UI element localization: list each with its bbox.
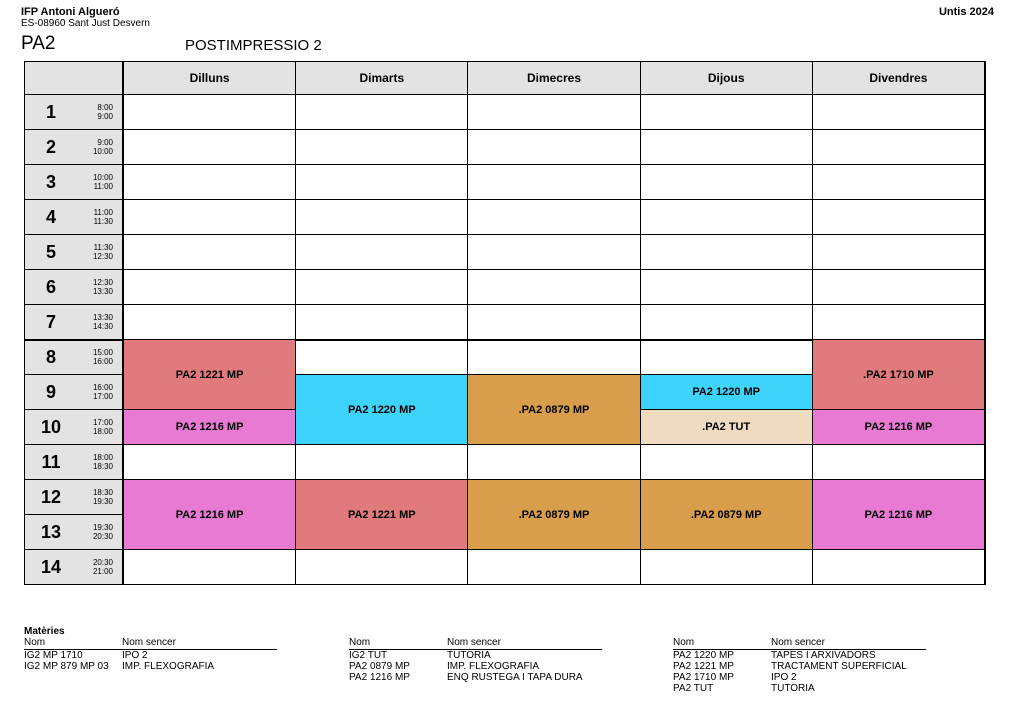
period-start-time: 9:00: [97, 138, 113, 147]
lesson-block[interactable]: PA2 1220 MP: [641, 375, 813, 410]
period-end-time: 20:30: [92, 532, 113, 541]
empty-slot: [468, 445, 640, 480]
legend-row: [24, 661, 277, 672]
timetable-grid: [24, 61, 986, 585]
period-number: 12: [40, 486, 62, 507]
lesson-block[interactable]: .PA2 TUT: [641, 410, 813, 445]
period-end-time: 11:30: [93, 217, 113, 226]
legend-subject-code: PA2 1221 MP: [673, 661, 734, 672]
period-number: 1: [45, 101, 56, 122]
period-start-time: 17:00: [92, 418, 113, 427]
legend-block: [673, 637, 926, 694]
legend-subject-name: IPO 2: [122, 650, 148, 661]
period-time: [83, 243, 113, 261]
legend-row: [673, 683, 926, 694]
legend-row: [673, 661, 926, 672]
legend-subject-code: PA2 1220 MP: [673, 650, 734, 661]
period-end-time: 17:00: [92, 392, 113, 401]
period-end-time: 12:30: [92, 252, 113, 261]
period-cell: [25, 515, 124, 550]
legend-header: [349, 637, 602, 650]
period-number: 6: [45, 276, 56, 297]
empty-slot: [468, 200, 640, 235]
empty-slot: [296, 305, 468, 340]
period-number: 11: [41, 451, 61, 472]
legend-subject-name: TAPES I ARXIVADORS: [771, 650, 876, 661]
period-cell: [25, 165, 124, 200]
period-time: [83, 558, 113, 576]
period-time: [83, 138, 113, 156]
empty-slot: [813, 550, 985, 585]
lesson-block[interactable]: PA2 1221 MP: [124, 340, 296, 410]
period-time: [83, 383, 113, 401]
period-time: [83, 208, 113, 226]
empty-slot: [813, 165, 985, 200]
period-start-time: 16:00: [92, 383, 113, 392]
period-start-time: 10:00: [92, 173, 113, 182]
legend-col-nom-sencer: Nom sencer: [122, 637, 176, 648]
period-cell: [25, 410, 124, 445]
period-end-time: 19:30: [92, 497, 113, 506]
period-time: [83, 523, 113, 541]
legend-subject-name: TUTORIA: [447, 650, 491, 661]
period-time: [83, 173, 113, 191]
period-number: 14: [40, 556, 62, 577]
period-start-time: 18:00: [92, 453, 113, 462]
period-number: 7: [45, 311, 56, 332]
period-cell: [25, 235, 124, 270]
period-number: 9: [45, 381, 56, 402]
software-label: Untis 2024: [938, 6, 994, 18]
period-number: 10: [40, 416, 62, 437]
legend-header: [24, 637, 277, 650]
empty-slot: [124, 235, 296, 270]
legend-col-nom: Nom: [673, 637, 695, 648]
period-end-time: 10:00: [92, 147, 113, 156]
empty-slot: [468, 130, 640, 165]
period-time: [83, 453, 113, 471]
lesson-block[interactable]: .PA2 0879 MP: [468, 480, 640, 550]
lesson-block[interactable]: .PA2 0879 MP: [641, 480, 813, 550]
period-start-time: 8:00: [97, 103, 113, 112]
day-header: Dilluns: [124, 62, 296, 95]
period-number: 5: [45, 241, 56, 262]
legend-block: [24, 637, 277, 672]
period-time: [83, 103, 113, 121]
empty-slot: [296, 445, 468, 480]
day-header: Dijous: [641, 62, 813, 95]
empty-slot: [641, 445, 813, 480]
period-time: [83, 313, 113, 331]
period-start-time: 13:30: [92, 313, 113, 322]
period-end-time: 14:30: [92, 322, 113, 331]
school-address: ES-08960 Sant Just Desvern: [21, 18, 150, 29]
legend-row: [349, 650, 602, 661]
empty-slot: [296, 95, 468, 130]
legend-col-nom: Nom: [349, 637, 371, 648]
period-number: 13: [40, 521, 62, 542]
period-number: 3: [45, 171, 56, 192]
lesson-block[interactable]: PA2 1216 MP: [813, 410, 985, 445]
lesson-block[interactable]: .PA2 1710 MP: [813, 340, 985, 410]
empty-slot: [468, 95, 640, 130]
period-end-time: 9:00: [97, 112, 113, 121]
empty-slot: [813, 270, 985, 305]
legend-subject-code: IG2 MP 879 MP 03: [24, 661, 109, 672]
period-time: [83, 418, 113, 436]
empty-slot: [641, 550, 813, 585]
empty-slot: [124, 200, 296, 235]
day-header: Divendres: [813, 62, 985, 95]
empty-slot: [296, 340, 468, 375]
empty-slot: [296, 165, 468, 200]
legend-subject-code: IG2 MP 1710: [24, 650, 83, 661]
legend-row: [349, 661, 602, 672]
period-cell: [25, 305, 124, 340]
legend-subject-code: PA2 1216 MP: [349, 672, 410, 683]
day-header: Dimarts: [296, 62, 468, 95]
empty-slot: [641, 130, 813, 165]
period-cell: [25, 200, 124, 235]
empty-slot: [468, 305, 640, 340]
period-end-time: 18:30: [92, 462, 113, 471]
empty-slot: [641, 95, 813, 130]
period-start-time: 12:30: [92, 278, 113, 287]
period-end-time: 16:00: [92, 357, 113, 366]
legend-row: [24, 650, 277, 661]
period-start-time: 18:30: [92, 488, 113, 497]
empty-slot: [813, 445, 985, 480]
period-start-time: 19:30: [92, 523, 113, 532]
period-start-time: 20:30: [92, 558, 113, 567]
empty-slot: [296, 200, 468, 235]
period-cell: [25, 375, 124, 410]
empty-slot: [124, 305, 296, 340]
empty-slot: [296, 235, 468, 270]
period-end-time: 11:00: [93, 182, 113, 191]
empty-slot: [296, 130, 468, 165]
legend-row: [673, 650, 926, 661]
legend-subject-code: PA2 1710 MP: [673, 672, 734, 683]
legend-subject-name: TUTORIA: [771, 683, 815, 694]
empty-slot: [641, 305, 813, 340]
empty-slot: [641, 165, 813, 200]
header-corner: [25, 62, 124, 95]
lesson-block[interactable]: PA2 1220 MP: [296, 375, 468, 445]
legend-header: [673, 637, 926, 650]
empty-slot: [124, 165, 296, 200]
lesson-block[interactable]: PA2 1221 MP: [296, 480, 468, 550]
period-cell: [25, 480, 124, 515]
class-subtitle: POSTIMPRESSIO 2: [185, 37, 322, 54]
empty-slot: [468, 165, 640, 200]
period-start-time: 15:00: [92, 348, 113, 357]
empty-slot: [124, 130, 296, 165]
empty-slot: [813, 130, 985, 165]
empty-slot: [296, 550, 468, 585]
lesson-block[interactable]: PA2 1216 MP: [124, 480, 296, 550]
period-start-time: 11:00: [93, 208, 113, 217]
empty-slot: [468, 550, 640, 585]
empty-slot: [813, 95, 985, 130]
empty-slot: [124, 550, 296, 585]
period-cell: [25, 445, 124, 480]
legend-subject-name: IMP. FLEXOGRAFIA: [122, 661, 215, 672]
legend-col-nom-sencer: Nom sencer: [771, 637, 825, 648]
lesson-block[interactable]: PA2 1216 MP: [124, 410, 296, 445]
legend-block: [349, 637, 602, 683]
empty-slot: [468, 340, 640, 375]
empty-slot: [641, 235, 813, 270]
school-name: IFP Antoni Algueró: [21, 6, 120, 18]
empty-slot: [641, 340, 813, 375]
empty-slot: [124, 445, 296, 480]
period-cell: [25, 95, 124, 130]
empty-slot: [641, 270, 813, 305]
empty-slot: [468, 235, 640, 270]
period-number: 2: [45, 136, 56, 157]
empty-slot: [124, 95, 296, 130]
legend-title: Matèries: [24, 626, 65, 637]
period-time: [83, 278, 113, 296]
empty-slot: [813, 305, 985, 340]
legend-col-nom-sencer: Nom sencer: [447, 637, 501, 648]
period-end-time: 18:00: [92, 427, 113, 436]
empty-slot: [296, 270, 468, 305]
legend-row: [673, 672, 926, 683]
period-cell: [25, 340, 124, 375]
class-name: PA2: [21, 33, 56, 54]
lesson-block[interactable]: .PA2 0879 MP: [468, 375, 640, 445]
legend-subject-code: IG2 TUT: [349, 650, 388, 661]
legend-subject-code: PA2 TUT: [673, 683, 714, 694]
period-time: [83, 488, 113, 506]
period-start-time: 11:30: [93, 243, 113, 252]
period-number: 8: [45, 346, 56, 367]
day-header: Dimecres: [468, 62, 640, 95]
empty-slot: [813, 235, 985, 270]
legend-subject-name: TRACTAMENT SUPERFICIAL: [771, 661, 907, 672]
period-cell: [25, 130, 124, 165]
period-end-time: 21:00: [92, 567, 113, 576]
legend-subject-name: IPO 2: [771, 672, 797, 683]
period-time: [83, 348, 113, 366]
legend-col-nom: Nom: [24, 637, 46, 648]
legend-row: [349, 672, 602, 683]
legend-subject-name: IMP. FLEXOGRAFIA: [447, 661, 540, 672]
empty-slot: [813, 200, 985, 235]
period-cell: [25, 270, 124, 305]
empty-slot: [468, 270, 640, 305]
legend-subject-name: ENQ RUSTEGA I TAPA DURA: [447, 672, 583, 683]
lesson-block[interactable]: PA2 1216 MP: [813, 480, 985, 550]
empty-slot: [124, 270, 296, 305]
period-number: 4: [45, 206, 56, 227]
legend-subject-code: PA2 0879 MP: [349, 661, 410, 672]
period-end-time: 13:30: [92, 287, 113, 296]
empty-slot: [641, 200, 813, 235]
period-cell: [25, 550, 124, 585]
